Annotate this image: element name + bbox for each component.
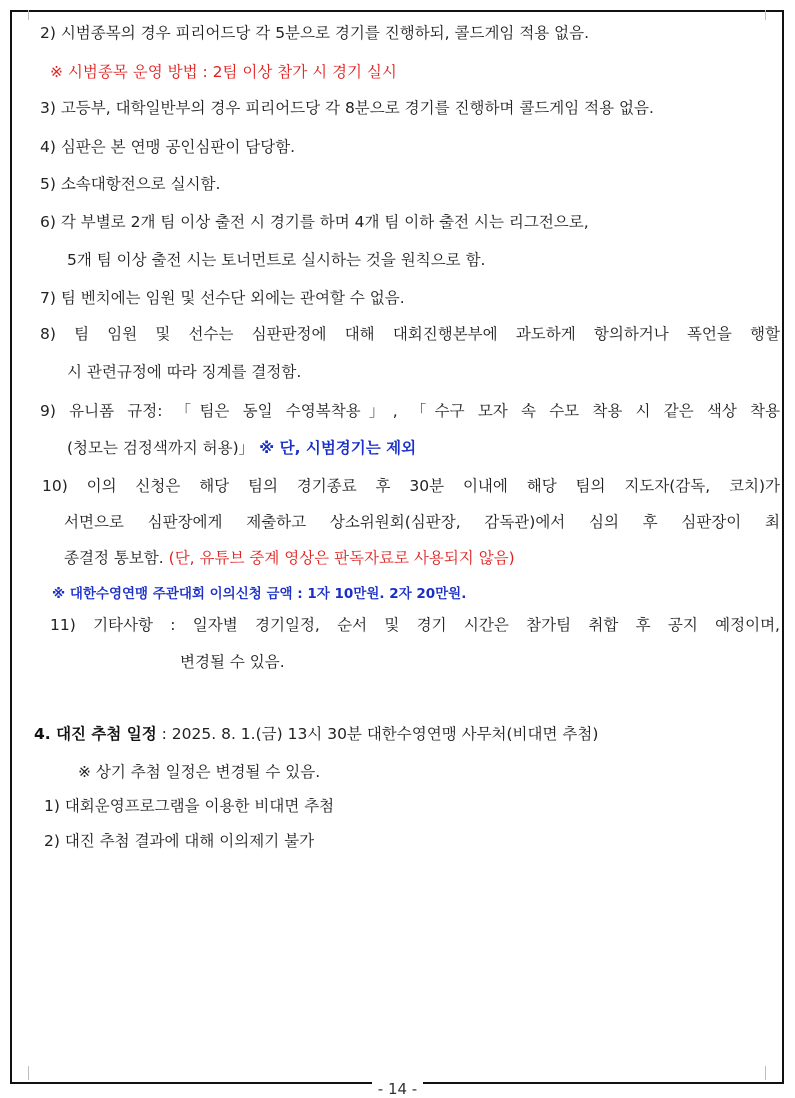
- demo-event-note: ※ 시범종목 운영 방법 : 2팀 이상 참가 시 경기 실시: [50, 63, 397, 81]
- rule-line-11b: 변경될 수 있음.: [180, 653, 285, 671]
- rule-line-6b: 5개 팀 이상 출전 시는 토너먼트로 실시하는 것을 원칙으로 함.: [67, 251, 486, 269]
- uniform-exception-note: ※ 단, 시범경기는 제외: [259, 439, 417, 457]
- corner-mark: [14, 1066, 29, 1080]
- corner-mark: [14, 10, 29, 20]
- corner-mark: [765, 1066, 780, 1080]
- uniform-rule-tail: (청모는 검정색까지 허용)」: [67, 439, 255, 457]
- section-4-heading: [34, 724, 598, 744]
- rule-line-7: 7) 팀 벤치에는 임원 및 선수단 외에는 관여할 수 없음.: [40, 289, 405, 307]
- rule-line-2: 2) 시범종목의 경우 피리어드당 각 5분으로 경기를 진행하되, 콜드게임 적용 없음.: [40, 24, 590, 42]
- protest-text: 종결정 통보함.: [64, 549, 164, 567]
- page-border: [10, 10, 784, 1084]
- section-4-item-2: 2) 대진 추첨 결과에 대해 이의제기 불가: [44, 832, 315, 850]
- rule-line-10b: 서면으로 심판장에게 제출하고 상소위원회(심판장, 감독관)에서 심의 후 심판장이 최: [64, 513, 780, 531]
- rule-line-6a: 6) 각 부별로 2개 팀 이상 출전 시 경기를 하며 4개 팀 이하 출전 시는 리그전으로,: [40, 213, 589, 231]
- rule-line-5: 5) 소속대항전으로 실시함.: [40, 175, 221, 193]
- section-4-title: 4. 대진 추첨 일정: [34, 725, 157, 743]
- rule-line-9b: [67, 438, 416, 458]
- section-4-note: ※ 상기 추첨 일정은 변경될 수 있음.: [78, 763, 321, 781]
- rule-line-8a: 8) 팀 임원 및 선수는 심판판정에 대해 대회진행본부에 과도하게 항의하거나 폭언을 행할: [40, 325, 780, 343]
- protest-fee-note: ※ 대한수영연맹 주관대회 이의신청 금액 : 1자 10만원. 2자 20만원.: [52, 586, 467, 602]
- rule-line-11a: 11) 기타사항 : 일자별 경기일정, 순서 및 경기 시간은 참가팀 취합 후 공지 예정이며,: [50, 616, 780, 634]
- corner-mark: [765, 10, 780, 20]
- rule-line-10a: 10) 이의 신청은 해당 팀의 경기종료 후 30분 이내에 해당 팀의 지도자(감독, 코치)가: [42, 477, 780, 495]
- rule-line-9a: 9) 유니폼 규정: 「팀은 동일 수영복착용」, 「수구 모자 속 수모 착용 시 같은 색상 착용: [40, 402, 780, 420]
- section-4-schedule: : 2025. 8. 1.(금) 13시 30분 대한수영연맹 사무처(비대면 추첨): [156, 725, 599, 743]
- rule-line-10c: [64, 548, 515, 568]
- youtube-footage-note: (단, 유튜브 중계 영상은 판독자료로 사용되지 않음): [168, 549, 515, 567]
- rule-line-3: 3) 고등부, 대학일반부의 경우 피리어드당 각 8분으로 경기를 진행하며 콜드게임 적용 없음.: [40, 99, 654, 117]
- rule-line-4: 4) 심판은 본 연맹 공인심판이 담당함.: [40, 138, 296, 156]
- rule-line-8b: 시 관련규정에 따라 징계를 결정함.: [67, 363, 302, 381]
- section-4-item-1: 1) 대회운영프로그램을 이용한 비대면 추첨: [44, 797, 335, 815]
- page-number: - 14 -: [0, 1080, 795, 1098]
